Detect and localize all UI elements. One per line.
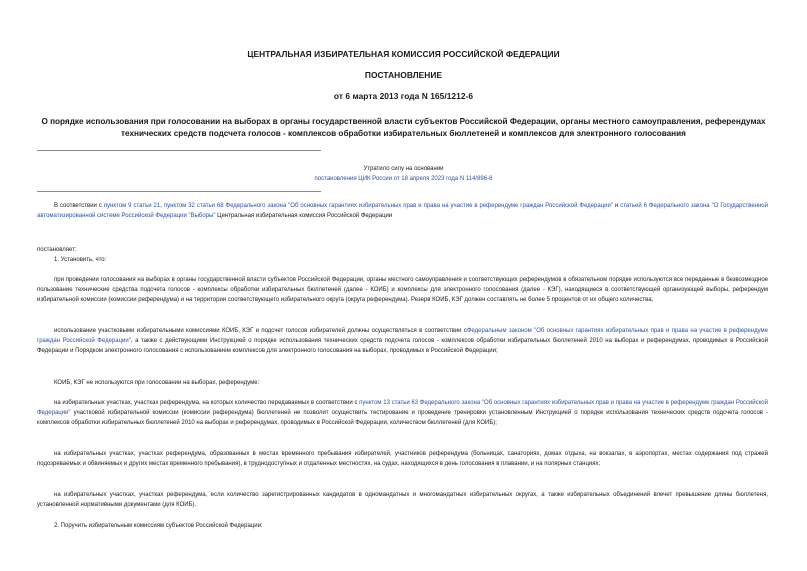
document-type-heading: ПОСТАНОВЛЕНИЕ <box>364 70 443 80</box>
preamble-text-4: Центральная избирательная комиссия Российской Федерации <box>215 213 393 220</box>
paragraph-temporary-places: на избирательных участках, участках референдума, образованных в местах временного пребывания избирателей, участников референдума (больницах, санаториях, домах отдыха, на вокзалах, в аэропортах, местах содержания под стражей подозреваемых и обвиняемых и других местах временного пребывания), в труднодоступных и отдаленных местностях, на судах, находящихся в день голосования в плавании, и на полярных станциях; <box>37 451 768 468</box>
para4-text-2: участковой избирательной комиссии (комиссии референдума) бюллетеней не позволит осуществить тестирование и проведение тренировки установленным Инструкцией о порядке использования технических средств подсчета голосов - комплексов обработки избирательных бюллетеней 2010 на выборах и референдумах, проводимых в Российской Федерации, количеством бюллетеней (для КОИБ); <box>37 410 768 427</box>
status-note <box>0 176 807 182</box>
paragraph-not-used: КОИБ, КЭГ не используются при голосовании на выборах, референдуме: <box>54 380 260 386</box>
preamble-text-3: и <box>612 203 621 209</box>
item-1-heading: 1. Установить, что: <box>54 257 107 263</box>
organization-heading: ЦЕНТРАЛЬНАЯ ИЗБИРАТЕЛЬНАЯ КОМИССИЯ РОССИЙСКОЙ ФЕДЕРАЦИИ <box>247 49 560 59</box>
paragraph-commission-usage <box>37 326 768 357</box>
law-article-63-link[interactable]: пунктом 13 статьи 63 Федерального закона "Об основных гарантиях избирательных прав и права на участие в референдуме граждан Российской Федерации" <box>37 400 768 417</box>
document-title: О порядке использования при голосовании на выборах в органы государственной власти субъектов Российской Федерации, органы местного самоуправления, референдумах технических средств подсчета голосов - комплексов обработки избирательных бюллетеней и комплексов для электронного голосования <box>41 117 766 138</box>
header-divider <box>37 150 321 151</box>
paragraph-koib-usage: при проведении голосования на выборах в органы государственной власти субъектов Российской Федерации, органы местного самоуправления и соответствующих референдумов в обязательном порядке используются все переданные в безвозмездное пользование технические средства подсчета голосов - комплексы обработки избирательных бюллетеней (далее - КОИБ) и комплексы для электронного голосования (далее - КЭГ), находящиеся в соответствующей организующей выборы, референдум избирательной комиссии (комиссии референдума) и на территории соответствующего избирательного округа (округа референдума). Резерв КОИБ, КЭГ должен составлять не более 5 процентов от их общего количества; <box>37 277 768 304</box>
para2-text-2: , а также с действующими Инструкцией о порядке использования технических средств подсчета голосов - комплексов обработки избирательных бюллетеней 2010 на выборах и референдумах, проводимых в Российской Федерации и Порядком электронного голосования с использованием комплексов для электронного голосования на выборах, проводимых в Российской Федерации; <box>37 338 768 355</box>
paragraph-ballot-length: на избирательных участках, участках референдума, если количество зарегистрированных кандидатов в одномандатных и многомандатных избирательных округах, а также избирательных объединений влечет превышение длины бюллетеня, установленной нормативными документами (для КОИБ). <box>37 492 768 509</box>
para2-text-1: использование участковыми избирательными комиссиями КОИБ, КЭГ и подсчет голосов избирателей должны осуществляться в соответствии с <box>54 328 467 334</box>
gas-vybory-law-link[interactable]: статьей 6 Федерального закона "О Государственной автоматизированной системе Российской Федерации "Выборы" <box>37 203 769 220</box>
law-article-68-link[interactable]: пунктом 32 статьи 68 Федерального закона "Об основных гарантиях избирательных прав и права на участие в референдуме граждан Российской Федерации" <box>163 203 613 209</box>
preamble-text-1: В соответствии с <box>54 203 104 209</box>
resolves-label: постановляет: <box>37 247 77 253</box>
paragraph-ballot-count <box>37 398 768 429</box>
item-2-heading: 2. Поручить избирательным комиссиям субъектов Российской Федерации: <box>54 523 263 529</box>
document-date-number: от 6 марта 2013 года N 165/1212-6 <box>333 91 474 101</box>
law-article-21-link[interactable]: пунктом 9 статьи 21 <box>103 203 161 209</box>
note-divider <box>37 191 321 192</box>
status-note-label: Утратило силу на основании <box>363 166 444 172</box>
preamble-paragraph <box>37 201 768 221</box>
repeal-resolution-link[interactable]: постановления ЦИК России от 18 апреля 2023 года N 114/896-8 <box>314 176 493 182</box>
federal-law-link[interactable]: Федеральным законом "Об основных гарантиях избирательных прав и права на участие в референдуме граждан Российской Федерации" <box>37 328 768 345</box>
preamble-text-2: , <box>160 203 164 209</box>
para4-text-1: на избирательных участках, участках референдума, на которых количество передаваемых в соответствии с <box>54 400 360 406</box>
